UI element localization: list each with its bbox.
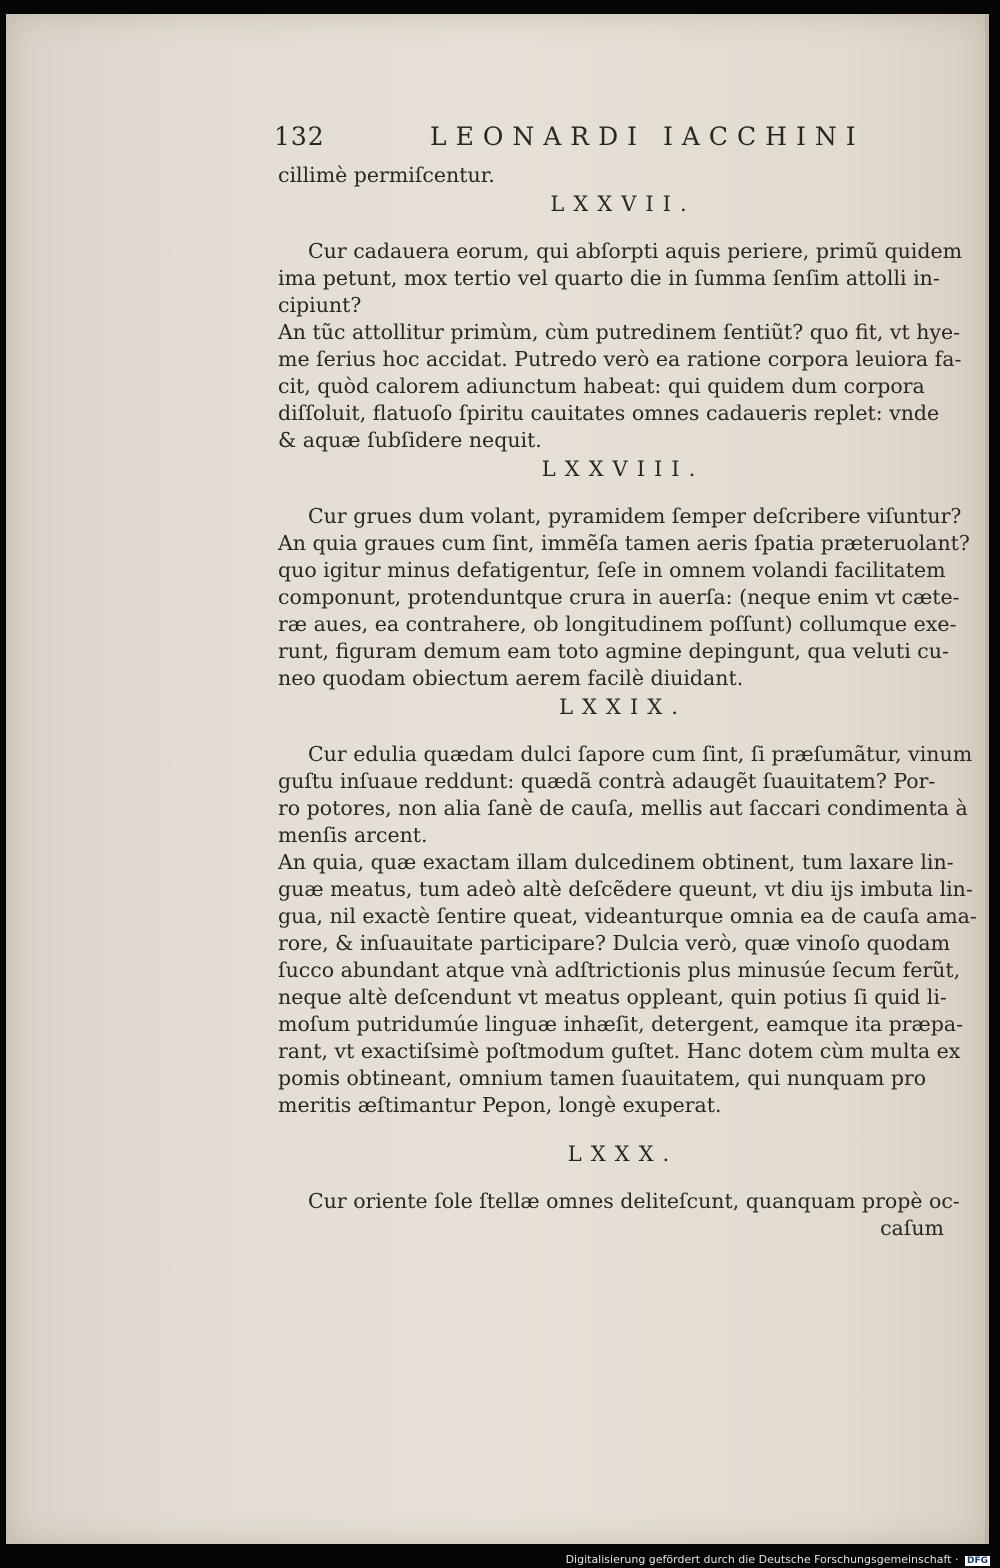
section-heading: LXXIX. [559,695,687,719]
dfg-logo: DFG [966,1556,988,1566]
text-line: ro potores, non alia ſanè de cauſa, mellis aut ſaccari condimenta à [278,796,968,820]
text-line: pomis obtineant, omnium tamen ſuauitatem, qui nunquam pro [278,1066,927,1090]
text-line: rant, vt exactiſsimè poſtmodum guſtet. Hanc dotem cùm multa ex [278,1039,961,1063]
text-line: Cur cadauera eorum, qui abſorpti aquis periere, primũ quidem [308,239,963,263]
text-line: gua, nil exactè ſentire queat, videanturque omnia ea de cauſa ama- [278,904,977,928]
text-line: meritis æſtimantur Pepon, longè exuperat. [278,1093,722,1117]
text-line: ræ aues, ea contrahere, ob longitudinem poſſunt) collumque exe- [278,612,957,636]
paragraph-gap [278,1119,968,1139]
text-line: An quia, quæ exactam illam dulcedinem obtinent, tum laxare lin- [278,850,954,874]
text-line: moſum putridumúe linguæ inhæſit, detergent, eamque ita præpa- [278,1012,964,1036]
text-line: Cur oriente ſole ſtellæ omnes deliteſcunt, quanquam propè oc- [308,1189,960,1213]
text-line: ima petunt, mox tertio vel quarto die in ſumma ſenſim attolli in- [278,266,940,290]
text-line: An quia graues cum ſint, immẽſa tamen aeris ſpatia præteruolant? [278,531,970,555]
text-line: componunt, protenduntque crura in auerſa: (neque enim vt cæte- [278,585,960,609]
text-block [274,122,977,1242]
text-line: diſſoluit, flatuoſo ſpiritu cauitates omnes cadaueris replet: vnde [278,401,940,425]
text-line: me ſerius hoc accidat. Putredo verò ea ratione corpora leuiora fa- [278,347,962,371]
text-line: cillimè permiſcentur. [278,163,495,187]
text-line: & aquæ ſubſidere nequit. [278,428,542,452]
text-line: An tũc attollitur primùm, cùm putredinem ſentiũt? quo fit, vt hye- [278,320,961,344]
text-line: runt, figuram demum eam toto agmine depingunt, qua veluti cu- [278,639,949,663]
body-text [278,162,977,1242]
section-heading: LXXVIII. [541,457,705,481]
running-title: LEONARDI IACCHINI [430,122,865,151]
page-number: 132 [274,122,325,151]
book-page [6,14,989,1544]
paragraph-gap [278,483,968,503]
page-edge [985,14,989,1544]
text-line: cit, quòd calorem adiunctum habeat: qui quidem dum corpora [278,374,925,398]
digitization-credit [566,1553,990,1566]
text-line: neque altè deſcendunt vt meatus oppleant, quin potius ſi quid li- [278,985,947,1009]
paragraph-gap [278,721,968,741]
credit-text: Digitalisierung gefördert durch die Deutsche Forschungsgemeinschaft · [565,1553,959,1566]
text-line: guſtu inſuaue reddunt: quædã contrà adaugẽt ſuauitatem? Por- [278,769,936,793]
text-line: Cur edulia quædam dulci ſapore cum ſint, ſi præſumãtur, vinum [308,742,973,766]
text-line: caſum [880,1216,944,1240]
text-line: neo quodam obiectum aerem facilè diuidant. [278,666,744,690]
text-line: cipiunt? [278,293,362,317]
section-heading: LXXVII. [550,192,696,216]
running-head [274,122,968,162]
text-line: rore, & inſuauitate participare? Dulcia verò, quæ vinoſo quodam [278,931,951,955]
text-line: guæ meatus, tum adeò altè deſcẽdere queunt, vt diu ijs imbuta lin- [278,877,973,901]
text-line: menſis arcent. [278,823,428,847]
paragraph-gap [278,1168,968,1188]
text-line: quo igitur minus defatigentur, ſeſe in omnem volandi facilitatem [278,558,946,582]
text-line: Cur grues dum volant, pyramidem ſemper deſcribere viſuntur? [308,504,962,528]
paragraph-gap [278,218,968,238]
text-line: ſucco abundant atque vnà adſtrictionis plus minusúe ſecum ferũt, [278,958,961,982]
section-heading: LXXX. [567,1142,679,1166]
